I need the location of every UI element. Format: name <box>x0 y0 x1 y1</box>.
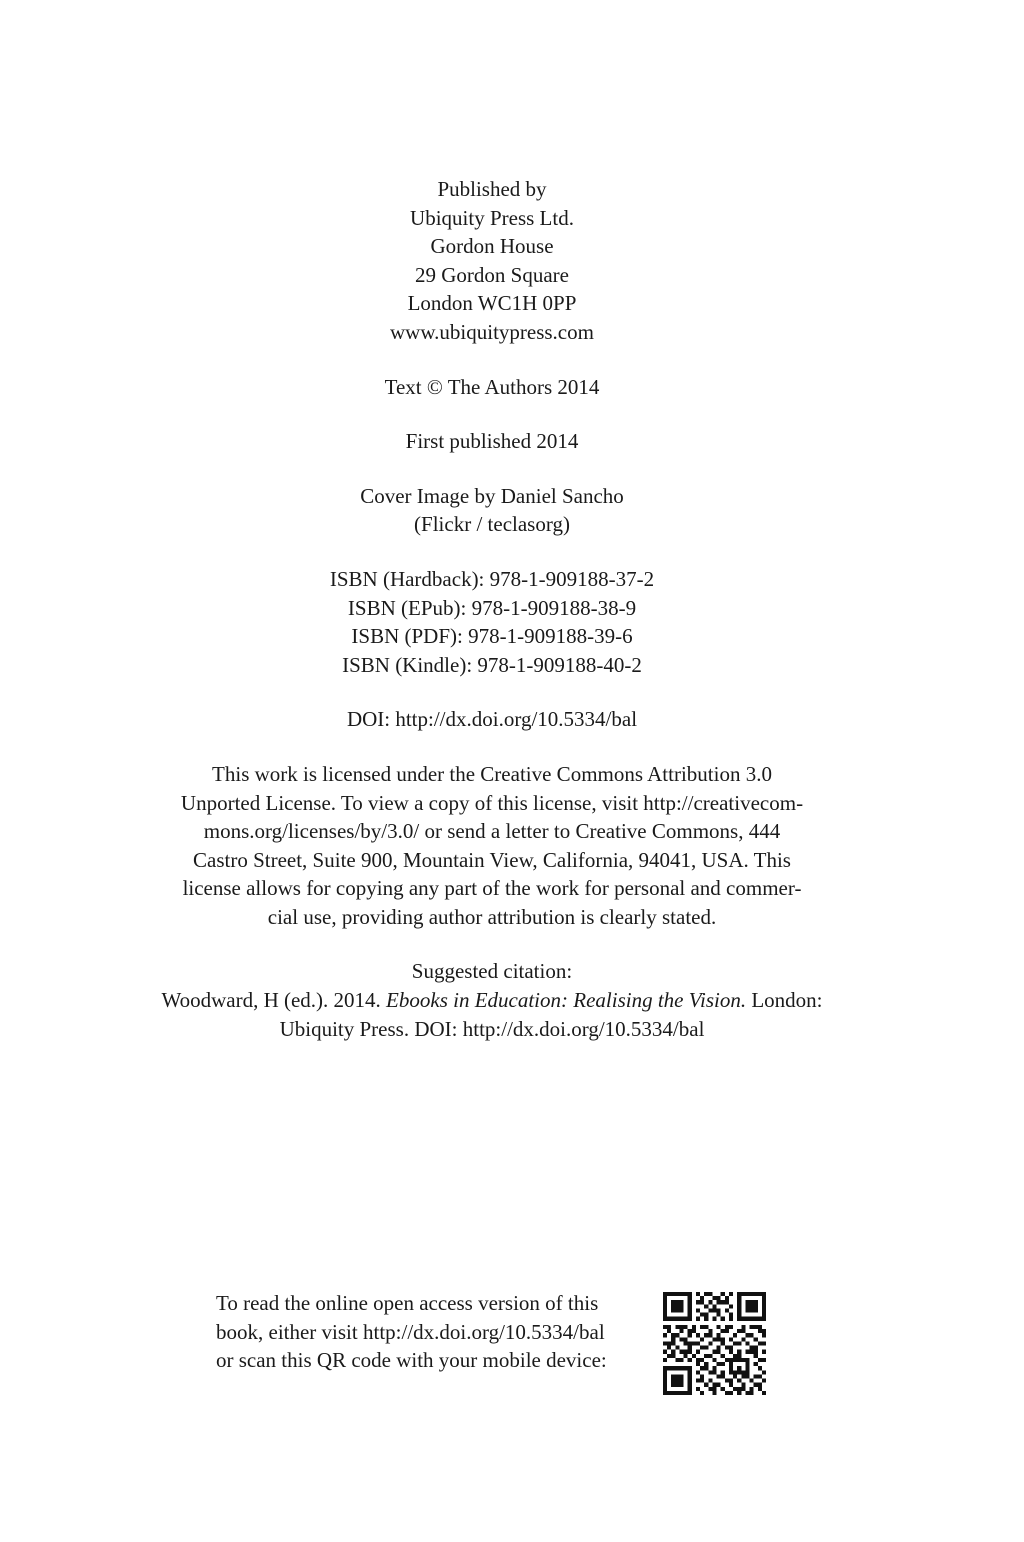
citation-block <box>112 957 872 1043</box>
online-access-line: To read the online open access version of this <box>216 1291 599 1315</box>
cover-source-line: (Flickr / teclasorg) <box>414 512 570 537</box>
citation-line <box>112 986 872 1015</box>
license-line: Castro Street, Suite 900, Mountain View, California, 94041, USA. This <box>193 847 791 872</box>
online-access-block <box>216 1289 776 1399</box>
isbn-hardback: ISBN (Hardback): 978-1-909188-37-2 <box>329 566 655 591</box>
citation-title: Ebooks in Education: Realising the Vision. <box>386 988 747 1013</box>
copyright-page <box>112 175 872 1069</box>
license-line: mons.org/licenses/by/3.0/ or send a letter to Creative Commons, 444 <box>203 819 781 844</box>
license-line: cial use, providing author attribution is clearly stated. <box>267 904 717 929</box>
license-line: This work is licensed under the Creative Commons Attribution 3.0 <box>212 761 772 786</box>
isbn-kindle: ISBN (Kindle): 978-1-909188-40-2 <box>342 652 642 677</box>
publisher-line: Published by <box>437 177 547 201</box>
isbn-pdf: ISBN (PDF): 978-1-909188-39-6 <box>351 624 633 649</box>
online-access-text <box>216 1289 607 1375</box>
copyright-block <box>112 373 872 402</box>
doi-block <box>112 705 872 734</box>
first-published-line: First published 2014 <box>405 429 579 454</box>
publisher-block <box>112 175 872 347</box>
online-access-line: book, either visit http://dx.doi.org/10.5334/bal <box>216 1319 605 1344</box>
first-published-block <box>112 427 872 456</box>
citation-heading: Suggested citation: <box>411 959 573 984</box>
publisher-address: Gordon House <box>430 234 554 259</box>
isbn-epub: ISBN (EPub): 978-1-909188-38-9 <box>347 595 637 620</box>
license-line: Unported License. To view a copy of this license, visit http://creativecom- <box>180 790 804 815</box>
publisher-website: www.ubiquitypress.com <box>390 319 594 344</box>
online-access-line: or scan this QR code with your mobile device: <box>216 1348 607 1373</box>
publisher-address: London WC1H 0PP <box>407 291 577 316</box>
citation-publisher-doi: Ubiquity Press. DOI: http://dx.doi.org/10.5334/bal <box>279 1016 705 1041</box>
citation-authors: Woodward, H (ed.). 2014. <box>161 988 387 1013</box>
license-block <box>112 760 872 932</box>
isbn-block <box>112 565 872 679</box>
cover-credit-block <box>112 482 872 539</box>
citation-place: London: <box>746 988 823 1013</box>
cover-credit-line: Cover Image by Daniel Sancho <box>360 483 624 508</box>
license-line: license allows for copying any part of the work for personal and commer- <box>182 876 802 901</box>
publisher-name: Ubiquity Press Ltd. <box>410 205 574 230</box>
copyright-line: Text © The Authors 2014 <box>384 374 600 399</box>
qr-code-icon[interactable] <box>663 1292 766 1395</box>
publisher-address: 29 Gordon Square <box>415 262 569 287</box>
doi-line: DOI: http://dx.doi.org/10.5334/bal <box>346 707 638 732</box>
